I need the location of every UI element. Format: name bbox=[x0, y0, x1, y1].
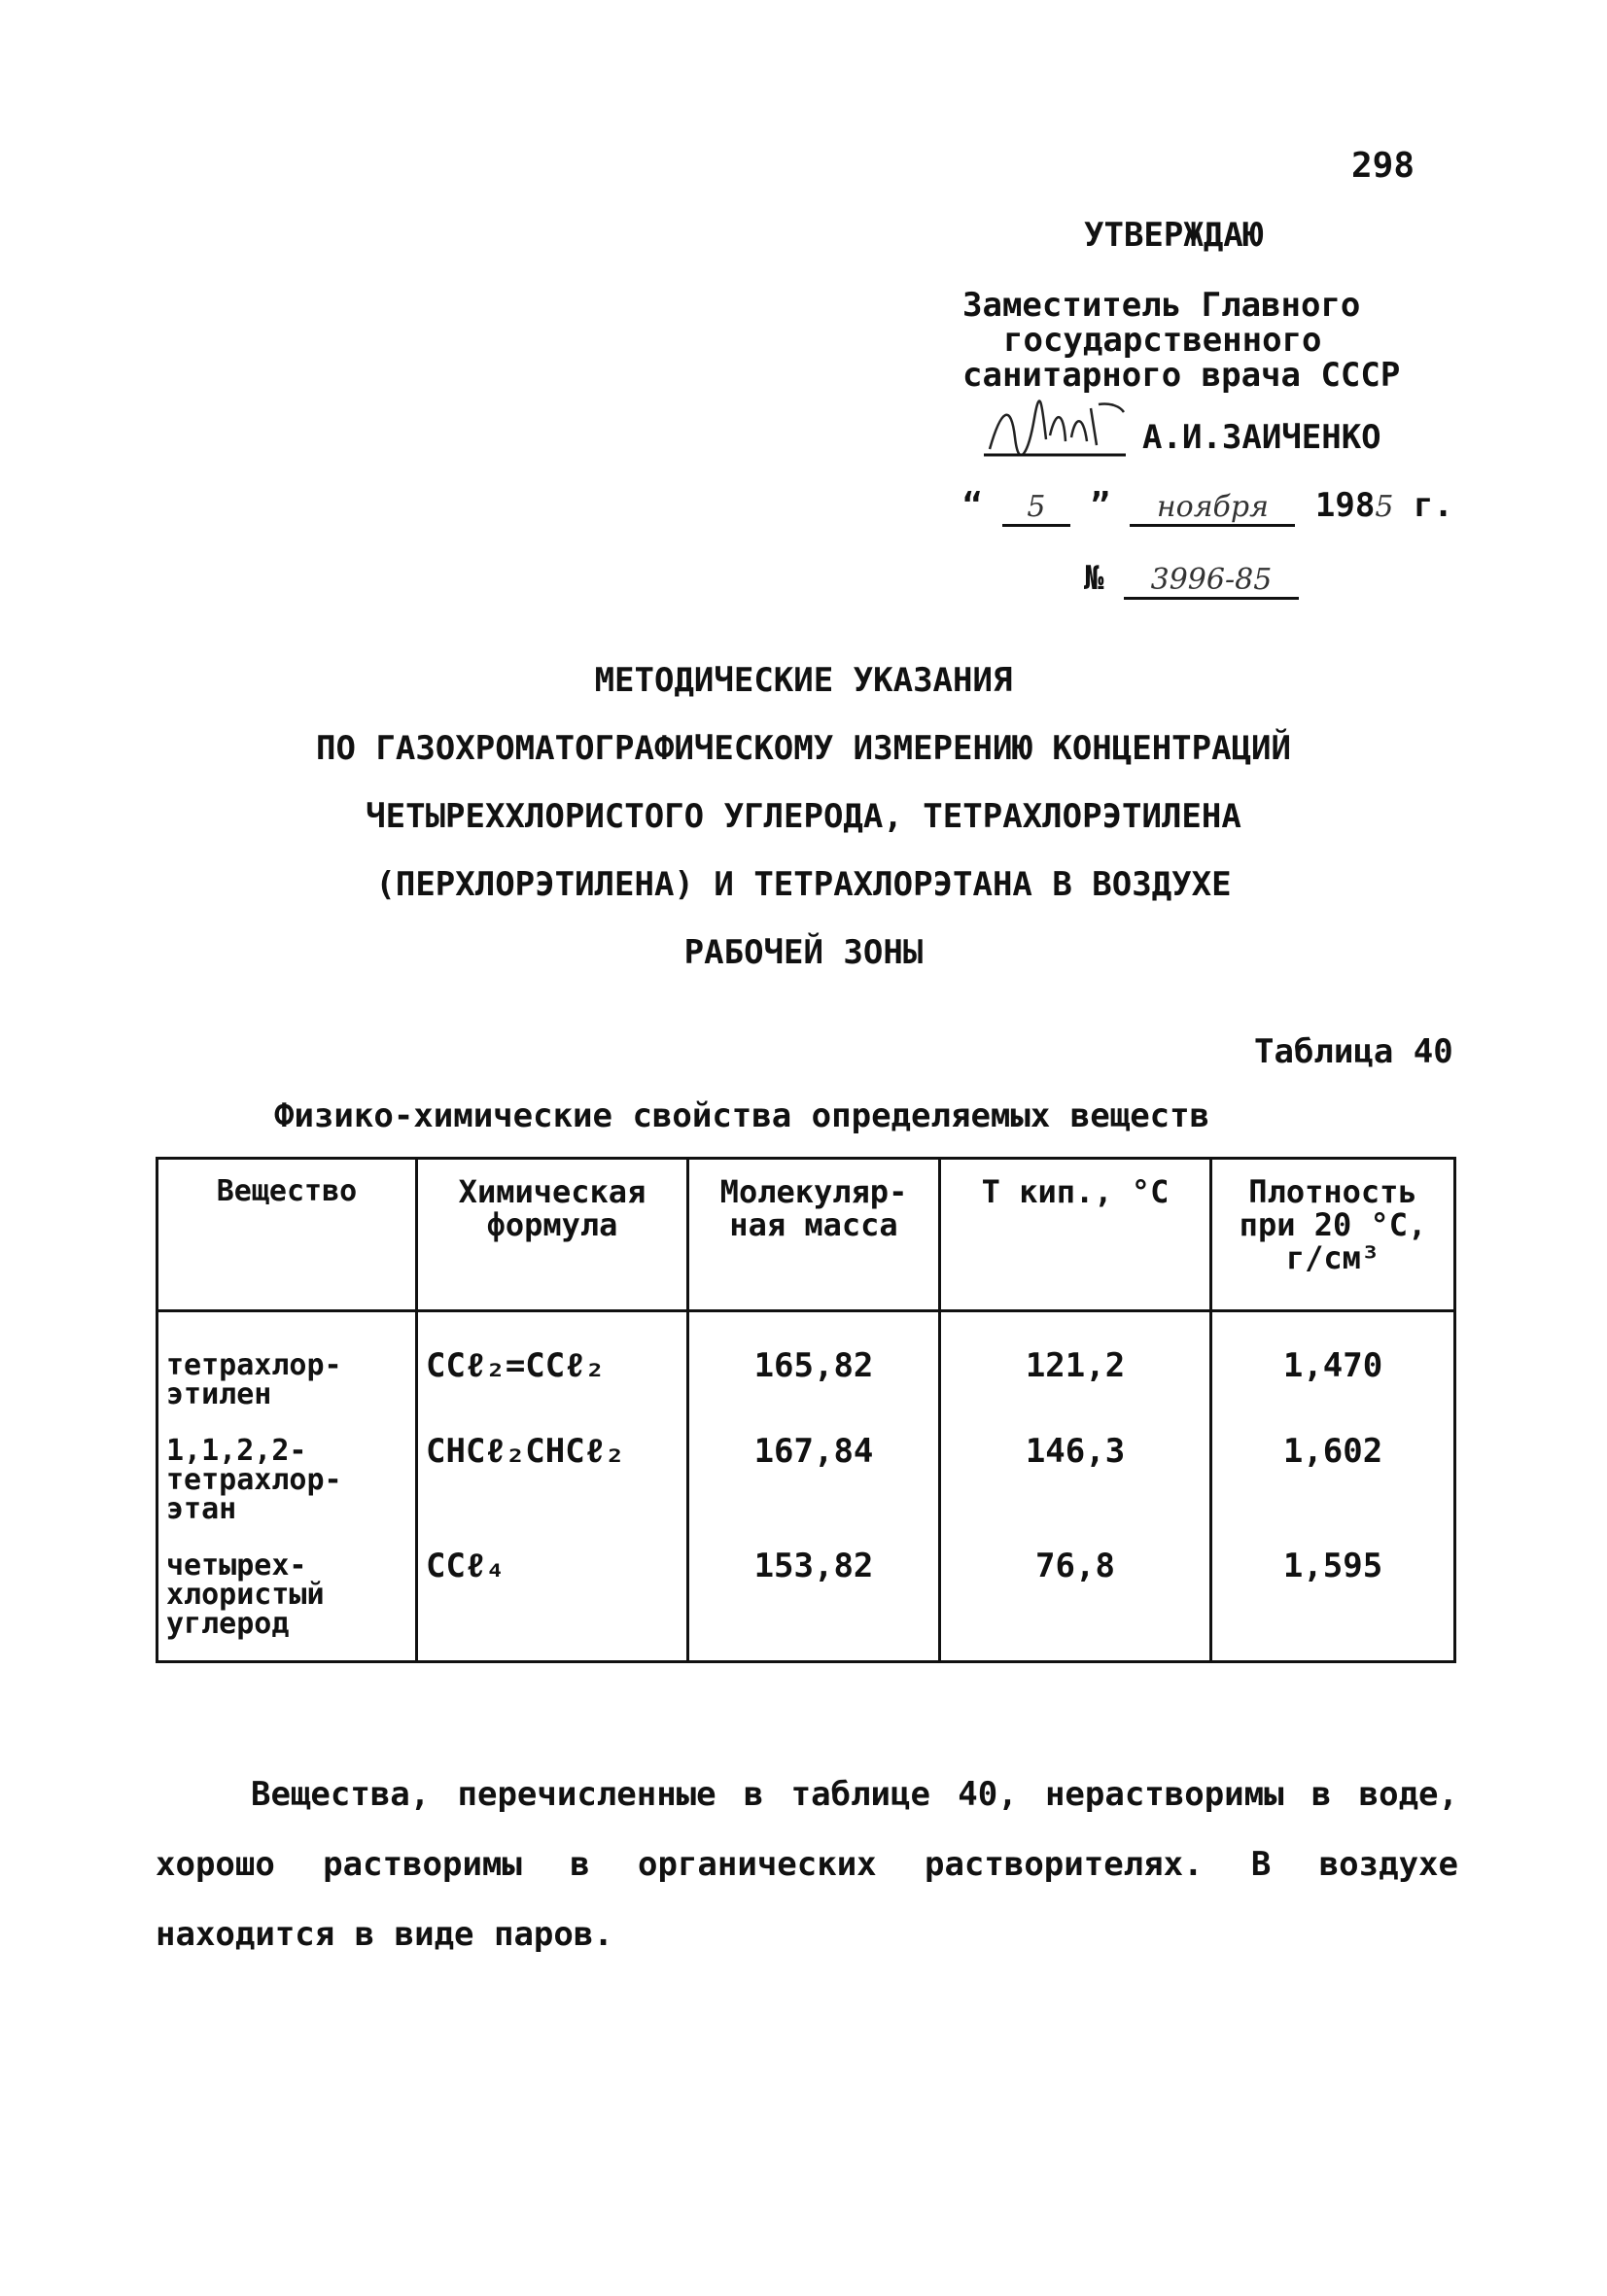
cell-boiling-point: 146,3 bbox=[940, 1431, 1211, 1546]
date-close-quote: ” bbox=[1090, 486, 1110, 525]
table-caption: Физико-химические свойства определяемых веществ bbox=[274, 1096, 1210, 1135]
cell-substance: 1,1,2,2- тетрахлор- этан bbox=[157, 1431, 417, 1546]
properties-table bbox=[156, 1157, 1456, 1663]
document-title-line: РАБОЧЕЙ ЗОНЫ bbox=[683, 933, 924, 972]
date-year-suffix: 5 bbox=[1375, 490, 1394, 524]
handwritten-signature bbox=[982, 399, 1128, 457]
approval-date bbox=[962, 486, 1453, 527]
header-substance: Вещество bbox=[157, 1159, 417, 1311]
reg-prefix: № bbox=[1084, 559, 1104, 598]
cell-molecular-mass: 167,84 bbox=[688, 1431, 940, 1546]
cell-boiling-point: 76,8 bbox=[940, 1546, 1211, 1662]
header-formula: Химическая формула bbox=[417, 1159, 688, 1311]
cell-formula: CCℓ₄ bbox=[417, 1546, 688, 1662]
table-row bbox=[157, 1311, 1455, 1432]
cell-substance: четырех- хлористый углерод bbox=[157, 1546, 417, 1662]
date-day: 5 bbox=[1002, 490, 1070, 527]
cell-density: 1,602 bbox=[1211, 1431, 1455, 1546]
cell-formula: CHCℓ₂CHCℓ₂ bbox=[417, 1431, 688, 1546]
cell-boiling-point: 121,2 bbox=[940, 1311, 1211, 1432]
signer-name: А.И.ЗАИЧЕНКО bbox=[1142, 418, 1381, 457]
header-density: Плотность при 20 °С, г/см³ bbox=[1211, 1159, 1455, 1311]
header-molecular-mass: Молекуляр- ная масса bbox=[688, 1159, 940, 1311]
cell-formula: CCℓ₂=CCℓ₂ bbox=[417, 1311, 688, 1432]
date-month: ноября bbox=[1130, 490, 1295, 527]
cell-density: 1,595 bbox=[1211, 1546, 1455, 1662]
paragraph-text: Вещества, перечисленные в таблице 40, нерастворимы в воде, хорошо растворимы в органических растворителях. В воздухе находится в виде паров. bbox=[156, 1775, 1458, 1954]
table-label: Таблица 40 bbox=[1254, 1032, 1453, 1071]
header-boiling-point: Т кип., °С bbox=[940, 1159, 1211, 1311]
cell-molecular-mass: 153,82 bbox=[688, 1546, 940, 1662]
date-unit: г. bbox=[1413, 486, 1453, 525]
table-row bbox=[157, 1546, 1455, 1662]
reg-number: 3996-85 bbox=[1124, 563, 1299, 600]
date-year-prefix: 198 bbox=[1314, 486, 1376, 525]
body-paragraph bbox=[156, 1759, 1458, 1969]
approver-title-line: государственного bbox=[1003, 321, 1322, 360]
approver-title bbox=[962, 288, 1400, 393]
cell-molecular-mass: 165,82 bbox=[688, 1311, 940, 1432]
registration-number bbox=[1084, 559, 1299, 600]
approver-title-line: Заместитель Главного bbox=[962, 286, 1361, 325]
approver-title-line: санитарного врача СССР bbox=[962, 356, 1401, 395]
document-title-line: ПО ГАЗОХРОМАТОГРАФИЧЕСКОМУ ИЗМЕРЕНИЮ КОНЦЕНТРАЦИЙ bbox=[315, 729, 1292, 768]
document-title-line: (ПЕРХЛОРЭТИЛЕНА) И ТЕТРАХЛОРЭТАНА В ВОЗДУХЕ bbox=[375, 865, 1232, 904]
approval-label: УТВЕРЖДАЮ bbox=[1084, 216, 1264, 255]
document-title-line: ЧЕТЫРЕХХЛОРИСТОГО УГЛЕРОДА, ТЕТРАХЛОРЭТИЛЕНА bbox=[366, 797, 1241, 836]
date-open-quote: “ bbox=[962, 486, 983, 525]
cell-substance: тетрахлор- этилен bbox=[157, 1311, 417, 1432]
cell-density: 1,470 bbox=[1211, 1311, 1455, 1432]
table-header-row bbox=[157, 1159, 1455, 1311]
page-number: 298 bbox=[1351, 146, 1415, 186]
document-title-line: МЕТОДИЧЕСКИЕ УКАЗАНИЯ bbox=[594, 661, 1013, 700]
table-row bbox=[157, 1431, 1455, 1546]
